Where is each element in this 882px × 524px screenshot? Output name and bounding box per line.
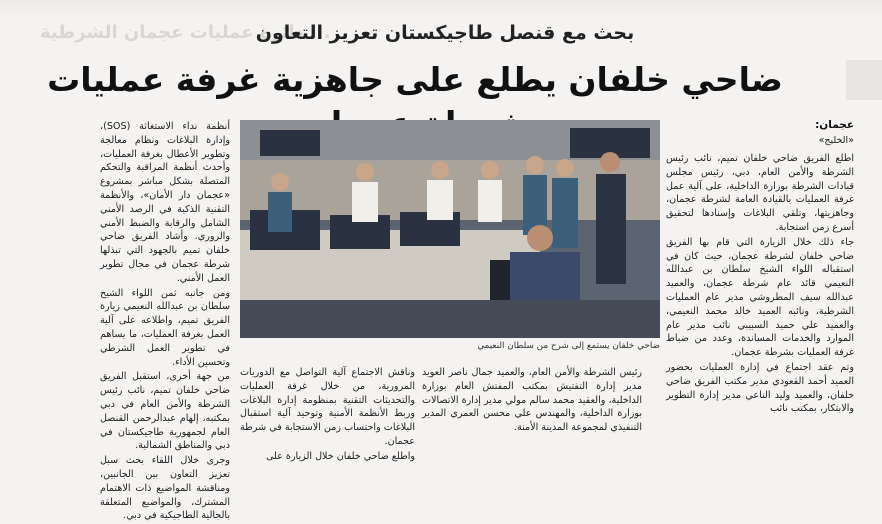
article-source: «الخليج» bbox=[818, 135, 854, 146]
paragraph: ومن جانبه ثمن اللواء الشيخ سلطان بن عبدالله النعيمي زيارة الفريق تميم، واطلاعه على آلية العمل بغرفة العمليات، ما يساهم في تطوير العمل الشرطي وتحسين الأداء. bbox=[100, 287, 230, 368]
photo-caption: ضاحي خلفان يستمع إلى شرح من سلطان النعيمي bbox=[477, 341, 660, 351]
operations-room-photo bbox=[240, 120, 660, 338]
top-band bbox=[0, 0, 882, 18]
article-dateline: عجمان: bbox=[815, 119, 854, 131]
article-column-mid-right bbox=[422, 366, 642, 436]
faded-bleed-text: ... دائرة عمليات عجمان الشرطية bbox=[40, 22, 331, 43]
article-column-mid-left bbox=[240, 366, 415, 465]
paragraph: من جهة أخرى، استقبل الفريق ضاحي خلفان تميم، نائب رئيس الشرطة والأمن العام في دبي بمكتبه، إلهام عبدالرحمن القنصل العام لجمهورية طاجيكستان في دبي والمناطق الشمالية. bbox=[100, 371, 230, 452]
paragraph: أنظمة نداء الاستغاثة (SOS)، وإدارة البلاغات ونظام معالجة وتطوير الأعطال بغرفة العمليات، وأحدث أنظمة المراقبة والتحكم المتصلة بشكل مباشر بمشروع «عجمان دار الأمان»، والأنظمة التقنية الذكية في الرصد الأمني الشامل والرقابة والضبط الأمني والروري. وأشاد الفريق ضاحي خلفان تميم بالجهود التي تبذلها شرطة عجمان في مجال تطوير العمل الأمني. bbox=[100, 121, 230, 284]
paragraph: وتم عقد اجتماع في إدارة العمليات بحضور العميد أحمد القعودي مدير مكتب الفريق ضاحي خلفان، والعميد وليد الناعي مدير إدارة التطوير والابتكار، بمكتب نائب bbox=[666, 361, 854, 415]
article-headline: ضاحي خلفان يطلع على جاهزية غرفة عمليات bbox=[47, 60, 783, 99]
paragraph: اطلع الفريق ضاحي خلفان تميم، نائب رئيس الشرطة والأمن العام، دبي، رئيس مجلس قيادات الشرطة بوزارة الداخلية، على آلية عمل غرفة العمليات بالقيادة العامة لشرطة عجمان، وجاهزيتها، وتلقي البلاغات وإسنادها لتحقيق أسرع زمن استجابة. bbox=[666, 153, 854, 233]
article-column-left bbox=[100, 120, 230, 524]
page-gutter bbox=[846, 60, 882, 100]
paragraph: وناقش الاجتماع آلية التواصل مع الدوريات المرورية، من خلال غرفة العمليات والتحديثات التقنية بمنظومة إدارة البلاغات وربط الأنظمة الأمنية وتوحيد آلية استقبال البلاغات واحتساب زمن الاستجابة في شرطة عجمان. bbox=[240, 367, 415, 447]
paragraph: رئيس الشرطة والأمن العام، والعميد جمال ناصر العويد مدير إدارة التفتيش بمكتب المفتش العام بوزارة الداخلية، والعقيد محمد سالم مولي مدير إدارة الاتصالات بوزارة الداخلية، والمهندس علي محسن العمري المدير التنفيذي لمجموعة المدينة الأمنة. bbox=[422, 367, 642, 434]
paragraph: واطلع ضاحي خلفان خلال الزيارة على bbox=[265, 450, 415, 462]
paragraph: جاء ذلك خلال الزيارة التي قام بها الفريق ضاحي خلفان لشرطة عجمان، حيث كان في استقباله اللواء الشيخ سلطان بن عبدالله النعيمي قائد عام شرطة عجمان، والعميد عبدالله سيف المطروشي مدير عام العمليات الشرطية، ونائبه العميد خالد محمد النعيمي، والعميد علي حميد السبيبي نائب مدير عام الموارد والخدمات المساندة، وعدد من ضباط غرفة العمليات بشرطة عجمان. bbox=[666, 236, 854, 359]
paragraph: وجرى خلال اللقاء بحث سبل تعزيز التعاون بين الجانبين، ومناقشة المواضيع ذات الاهتمام المشترك، والمواضيع المتعلقة بالجالية الطاجيكية في دبي. bbox=[100, 455, 230, 522]
article-photo bbox=[240, 120, 660, 338]
article-column-right bbox=[666, 152, 854, 417]
article-subhead: بحث مع قنصل طاجيكستان تعزيز التعاون bbox=[255, 22, 635, 44]
